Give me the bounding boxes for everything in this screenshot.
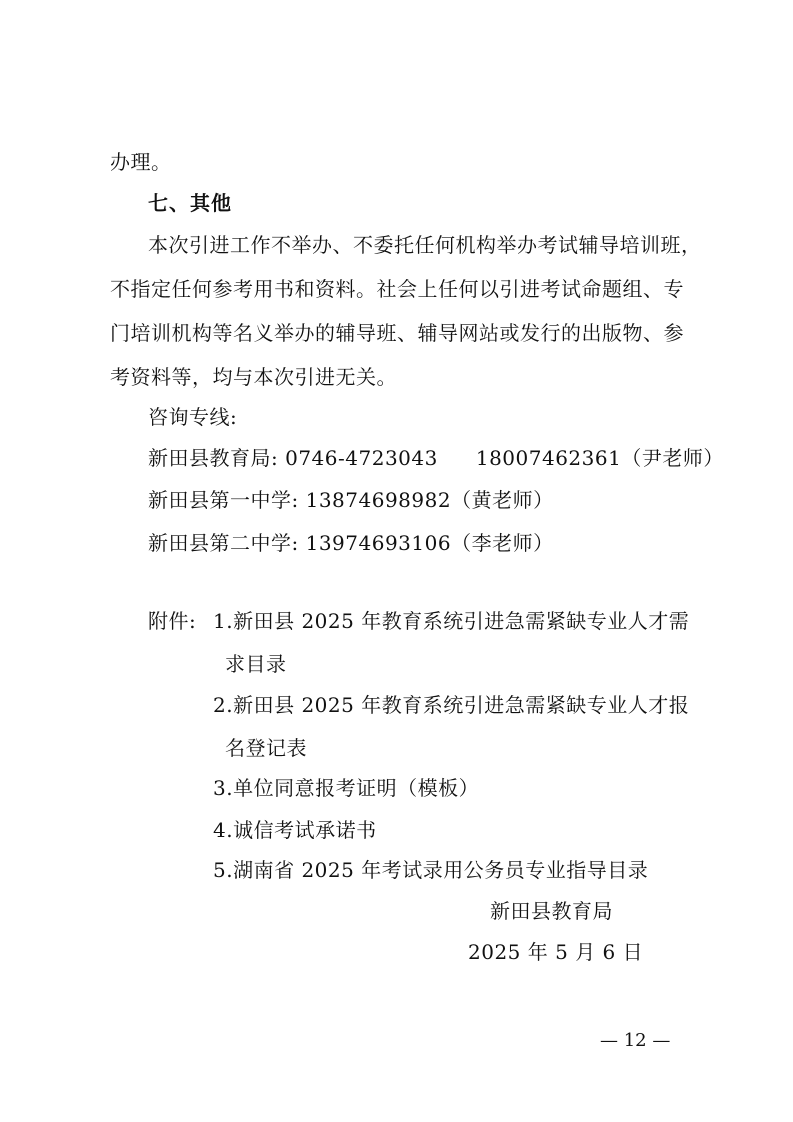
body-paragraph-line: 本次引进工作不举办、不委托任何机构举办考试辅导培训班， xyxy=(148,233,702,257)
contact-line-school2: 新田县第二中学: 13974693106（李老师） xyxy=(148,531,554,555)
contact-bureau-phone1: 0746-4723043 xyxy=(285,446,438,470)
signature-date: 2025 年 5 月 6 日 xyxy=(468,940,644,964)
body-paragraph-line: 门培训机构等名义举办的辅导班、辅导网站或发行的出版物、参 xyxy=(110,321,684,345)
body-paragraph-line: 考资料等，均与本次引进无关。 xyxy=(110,365,397,389)
contact-line-bureau xyxy=(148,446,724,470)
attachment-item-continued: 名登记表 xyxy=(225,736,307,760)
attachment-item: 3.单位同意报考证明（模板） xyxy=(213,776,480,800)
page-number: — 12 — xyxy=(600,1030,671,1051)
contact-line-school1: 新田县第一中学: 13874698982（黄老师） xyxy=(148,488,554,512)
attachment-item: 2.新田县 2025 年教育系统引进急需紧缺专业人才报 xyxy=(213,693,690,717)
signature-org: 新田县教育局 xyxy=(490,899,613,923)
contact-bureau-phone2: 18007462361（尹老师） xyxy=(475,446,724,470)
attachment-item: 5.湖南省 2025 年考试录用公务员专业指导目录 xyxy=(213,858,649,882)
attachment-item: 4.诚信考试承诺书 xyxy=(213,818,377,842)
contact-bureau-label: 新田县教育局: xyxy=(148,446,279,470)
section-heading: 七、其他 xyxy=(148,191,232,215)
contact-title: 咨询专线: xyxy=(148,405,238,429)
attachment-label: 附件: xyxy=(148,609,197,633)
body-paragraph-line: 不指定任何参考用书和资料。社会上任何以引进考试命题组、专 xyxy=(110,277,684,301)
attachment-item: 1.新田县 2025 年教育系统引进急需紧缺专业人才需 xyxy=(213,609,690,633)
attachment-item-continued: 求目录 xyxy=(225,652,287,676)
intro-tail-text: 办理。 xyxy=(110,150,172,174)
